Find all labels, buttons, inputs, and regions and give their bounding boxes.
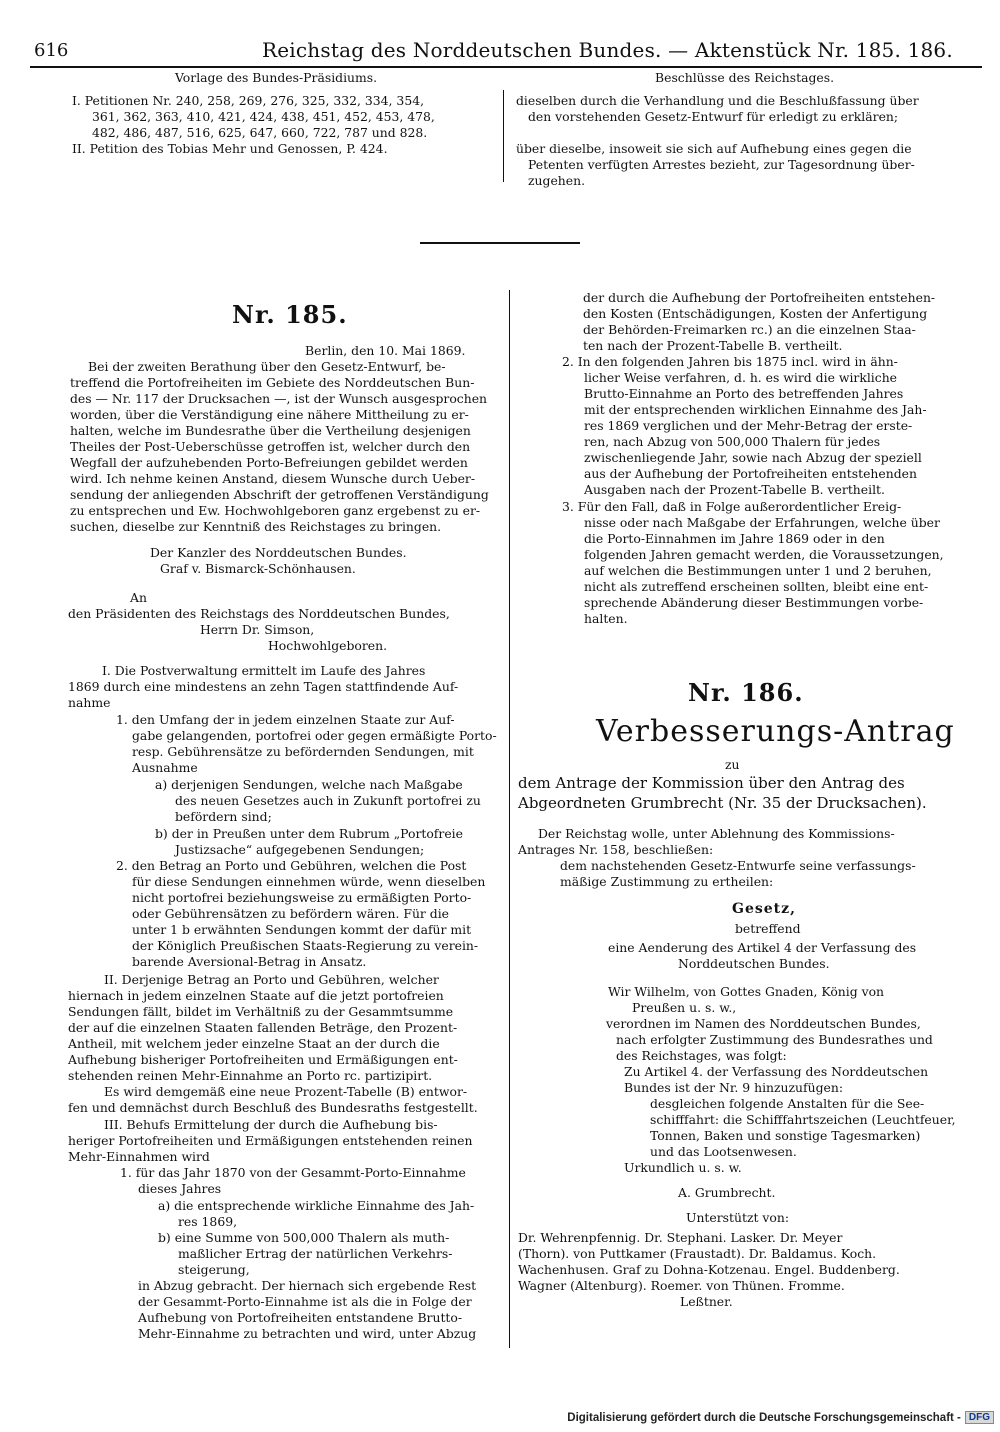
item-line: oder Gebührensätzen zu befördern wären. Für die [132, 906, 450, 921]
item-line: des neuen Gesetzes auch in Zukunft portofrei zu [175, 793, 481, 808]
body-line: zu entsprechen und Ew. Hochwohlgeboren ganz ergebenst zu er- [70, 503, 481, 518]
item-line: Brutto-Einnahme an Porto des betreffenden Jahres [584, 386, 904, 401]
body-line: Bei der zweiten Berathung über den Gesetz-Entwurf, be- [88, 359, 446, 374]
body-line: Theiles der Post-Ueberschüsse getroffen ist, welcher durch den [70, 439, 471, 454]
item-line: mit der entsprechenden wirklichen Einnahme des Jah- [584, 402, 927, 417]
body-line: halten, welche im Bundesrathe über die Vertheilung desjenigen [70, 423, 471, 438]
item-line: licher Weise verfahren, d. h. es wird die wirkliche [584, 370, 898, 385]
section-line: nahme [68, 695, 111, 710]
item-line: resp. Gebührensätze zu befördernden Sendungen, mit [132, 744, 474, 759]
body-line: Wegfall der aufzuhebenden Porto-Befreiungen gebildet werden [70, 455, 468, 470]
body-line: suchen, dieselbe zur Kenntniß des Reichstages zu bringen. [70, 519, 442, 534]
item-line: res 1869 verglichen und der Mehr-Betrag der erste- [584, 418, 913, 433]
law-title-line: eine Aenderung des Artikel 4 der Verfassung des [608, 940, 917, 955]
body-line: worden, über die Verständigung eine nähere Mittheilung zu er- [70, 407, 469, 422]
top-left-row: I. Petitionen Nr. 240, 258, 269, 276, 325, 332, 334, 354, [72, 93, 425, 108]
digitization-footer [567, 1411, 994, 1424]
item-line: nicht portofrei beziehungsweise zu ermäßigten Porto- [132, 890, 472, 905]
nr186-heading: Verbesserungs-Antrag [596, 714, 955, 749]
section-line: hiernach in jedem einzelnen Staate auf die jetzt portofreien [68, 988, 444, 1003]
section-separator [420, 242, 580, 244]
page-number: 616 [34, 40, 69, 61]
top-right-row: den vorstehenden Gesetz-Entwurf für erledigt zu erklären; [528, 109, 899, 124]
section-line: stehenden reinen Mehr-Einnahme an Porto rc. partizipirt. [68, 1068, 433, 1083]
top-left-row: II. Petition des Tobias Mehr und Genossen, P. 424. [72, 141, 388, 156]
law-line: Bundes ist der Nr. 9 hinzuzufügen: [624, 1080, 844, 1095]
item-line: der Gesammt-Porto-Einnahme ist als die in Folge der [138, 1294, 472, 1309]
item-line: 3. Für den Fall, daß in Folge außerordentlicher Ereig- [562, 499, 902, 514]
item-line: Ausnahme [132, 760, 198, 775]
law-title-line: Norddeutschen Bundes. [678, 956, 830, 971]
item-line: Justizsache“ aufgegebenen Sendungen; [175, 842, 425, 857]
nr185-title: Nr. 185. [232, 300, 348, 329]
item-line: 2. In den folgenden Jahren bis 1875 incl. wird in ähn- [562, 354, 898, 369]
nr186-title: Nr. 186. [688, 678, 804, 707]
section-line: Antheil, mit welchem jeder einzelne Staat an der durch die [68, 1036, 440, 1051]
section-line: Aufhebung bisheriger Portofreiheiten und Ermäßigungen ent- [68, 1052, 458, 1067]
address-line: An [130, 590, 147, 605]
section-line: heriger Portofreiheiten und Ermäßigungen entstehenden reinen [68, 1133, 473, 1148]
footer-text: Digitalisierung gefördert durch die Deutsche Forschungsgemeinschaft - [567, 1411, 961, 1424]
item-line: befördern sind; [175, 809, 272, 824]
page-header [30, 38, 990, 68]
law-line: und das Lootsenwesen. [650, 1144, 797, 1159]
header-rule [30, 66, 982, 68]
page-title: Reichstag des Norddeutschen Bundes. — Aktenstück Nr. 185. 186. [262, 38, 953, 62]
item-line: dieses Jahres [138, 1181, 222, 1196]
law-line: Wir Wilhelm, von Gottes Gnaden, König von [608, 984, 885, 999]
item-line: steigerung, [178, 1262, 250, 1277]
subtitle-line: dem Antrage der Kommission über den Antrag des [518, 774, 905, 792]
supporter-line: Dr. Wehrenpfennig. Dr. Stephani. Lasker. Dr. Meyer [518, 1230, 843, 1245]
top-right-heading: Beschlüsse des Reichstages. [655, 70, 835, 85]
body-line: des — Nr. 117 der Drucksachen —, ist der Wunsch ausgesprochen [70, 391, 488, 406]
item-line: folgenden Jahren gemacht werden, die Voraussetzungen, [584, 547, 944, 562]
item-line: der Königlich Preußischen Staats-Regierung zu verein- [132, 938, 479, 953]
body-line: sendung der anliegenden Abschrift der getroffenen Verständigung [70, 487, 489, 502]
intro-line: Der Reichstag wolle, unter Ablehnung des Kommissions- [538, 826, 895, 841]
address-line: den Präsidenten des Reichstags des Norddeutschen Bundes, [68, 606, 450, 621]
item-line: die Porto-Einnahmen im Jahre 1869 oder in den [584, 531, 885, 546]
item-line: nicht als zutreffend erscheinen sollten, bleibt eine ent- [584, 579, 929, 594]
nr186-zu: zu [725, 757, 740, 772]
section-line: Mehr-Einnahmen wird [68, 1149, 210, 1164]
item-line: a) die entsprechende wirkliche Einnahme des Jah- [158, 1198, 475, 1213]
section-line: I. Die Postverwaltung ermittelt im Laufe des Jahres [102, 663, 426, 678]
item-line: Aufhebung von Portofreiheiten entstandene Brutto- [138, 1310, 463, 1325]
item-line: in Abzug gebracht. Der hiernach sich ergebende Rest [138, 1278, 477, 1293]
section-line: fen und demnächst durch Beschluß des Bundesraths festgestellt. [68, 1100, 478, 1115]
item-line: 1. für das Jahr 1870 von der Gesammt-Porto-Einnahme [120, 1165, 466, 1180]
section-line: der auf die einzelnen Staaten fallenden Beträge, den Prozent- [68, 1020, 458, 1035]
top-right-row: über dieselbe, insoweit sie sich auf Aufhebung eines gegen die [516, 141, 912, 156]
law-line: verordnen im Namen des Norddeutschen Bundes, [606, 1016, 921, 1031]
top-left-row: 482, 486, 487, 516, 625, 647, 660, 722, 787 und 828. [92, 125, 428, 140]
item-line: maßlicher Ertrag der natürlichen Verkehrs- [178, 1246, 453, 1261]
betreffend: betreffend [735, 921, 801, 936]
item-line: a) derjenigen Sendungen, welche nach Maßgabe [155, 777, 463, 792]
address-line: Hochwohlgeboren. [268, 638, 388, 653]
item-line: zwischenliegende Jahr, sowie nach Abzug der speziell [584, 450, 922, 465]
intro-line: Antrages Nr. 158, beschließen: [518, 842, 714, 857]
section-line: II. Derjenige Betrag an Porto und Gebühren, welcher [104, 972, 439, 987]
top-left-row: 361, 362, 363, 410, 421, 424, 438, 451, 452, 453, 478, [92, 109, 435, 124]
gesetz-heading: Gesetz, [732, 901, 796, 917]
item-line: unter 1 b erwähnten Sendungen kommt der dafür mit [132, 922, 472, 937]
supporter-line: (Thorn). von Puttkamer (Fraustadt). Dr. Baldamus. Koch. [518, 1246, 877, 1261]
law-line: Urkundlich u. s. w. [624, 1160, 742, 1175]
dfg-logo: DFG [965, 1411, 994, 1424]
item-line: 2. den Betrag an Porto und Gebühren, welchen die Post [116, 858, 467, 873]
item-line: den Kosten (Entschädigungen, Kosten der Anfertigung [583, 306, 928, 321]
item-line: der Behörden-Freimarken rc.) an die einzelnen Staa- [583, 322, 916, 337]
top-left-heading: Vorlage des Bundes-Präsidiums. [175, 70, 378, 85]
law-line: Preußen u. s. w., [632, 1000, 737, 1015]
section-line: Sendungen fällt, bildet im Verhältniß zu der Gesammtsumme [68, 1004, 454, 1019]
nr185-date: Berlin, den 10. Mai 1869. [305, 343, 466, 358]
subtitle-line: Abgeordneten Grumbrecht (Nr. 35 der Drucksachen). [518, 794, 927, 812]
body-line: treffend die Portofreiheiten im Gebiete des Norddeutschen Bun- [70, 375, 475, 390]
law-line: schifffahrt: die Schifffahrtszeichen (Leuchtfeuer, [650, 1112, 956, 1127]
body-line: wird. Ich nehme keinen Anstand, diesem Wunsche durch Ueber- [70, 471, 476, 486]
intro-line: mäßige Zustimmung zu ertheilen: [560, 874, 774, 889]
top-right-row: zugehen. [528, 173, 586, 188]
item-line: auf welchen die Bestimmungen unter 1 und 2 beruhen, [584, 563, 932, 578]
signature-line: Der Kanzler des Norddeutschen Bundes. [150, 545, 407, 560]
item-line: aus der Aufhebung der Portofreiheiten entstehenden [584, 466, 917, 481]
item-line: Ausgaben nach der Prozent-Tabelle B. vertheilt. [584, 482, 885, 497]
law-line: Zu Artikel 4. der Verfassung des Norddeutschen [624, 1064, 929, 1079]
intro-line: dem nachstehenden Gesetz-Entwurfe seine verfassungs- [560, 858, 916, 873]
section-line: Es wird demgemäß eine neue Prozent-Tabelle (B) entwor- [104, 1084, 468, 1099]
supporter-line: Wachenhusen. Graf zu Dohna-Kotzenau. Engel. Buddenberg. [518, 1262, 900, 1277]
supported-by: Unterstützt von: [686, 1210, 790, 1225]
section-line: III. Behufs Ermittelung der durch die Aufhebung bis- [104, 1117, 438, 1132]
top-right-row: dieselben durch die Verhandlung und die Beschlußfassung über [516, 93, 919, 108]
signature-line: Graf v. Bismarck-Schönhausen. [160, 561, 356, 576]
item-line: 1. den Umfang der in jedem einzelnen Staate zur Auf- [116, 712, 455, 727]
top-table-divider [503, 90, 504, 182]
law-line: nach erfolgter Zustimmung des Bundesrathes und [616, 1032, 933, 1047]
top-right-row: Petenten verfügten Arrestes bezieht, zur Tagesordnung über- [528, 157, 915, 172]
item-line: ren, nach Abzug von 500,000 Thalern für jedes [584, 434, 881, 449]
item-line: barende Aversional-Betrag in Ansatz. [132, 954, 367, 969]
law-line: desgleichen folgende Anstalten für die See- [650, 1096, 925, 1111]
section-line: 1869 durch eine mindestens an zehn Tagen stattfindende Auf- [68, 679, 459, 694]
law-line: des Reichstages, was folgt: [616, 1048, 787, 1063]
supporter-line: Leßtner. [680, 1294, 733, 1309]
item-line: Mehr-Einnahme zu betrachten und wird, unter Abzug [138, 1326, 477, 1341]
author: A. Grumbrecht. [678, 1185, 776, 1200]
item-line: b) der in Preußen unter dem Rubrum „Portofreie [155, 826, 463, 841]
item-line: sprechende Abänderung dieser Bestimmungen vorbe- [584, 595, 924, 610]
law-line: Tonnen, Baken und sonstige Tagesmarken) [650, 1128, 921, 1143]
item-line: nisse oder nach Maßgabe der Erfahrungen, welche über [584, 515, 940, 530]
item-line: für diese Sendungen einnehmen würde, wenn dieselben [132, 874, 486, 889]
supporter-line: Wagner (Altenburg). Roemer. von Thünen. Fromme. [518, 1278, 845, 1293]
column-divider [509, 290, 510, 1348]
item-line: ten nach der Prozent-Tabelle B. vertheilt. [583, 338, 843, 353]
item-line: halten. [584, 611, 628, 626]
item-line: der durch die Aufhebung der Portofreiheiten entstehen- [583, 290, 936, 305]
item-line: b) eine Summe von 500,000 Thalern als muth- [158, 1230, 450, 1245]
item-line: gabe gelangenden, portofrei oder gegen ermäßigte Porto- [132, 728, 497, 743]
item-line: res 1869, [178, 1214, 238, 1229]
address-line: Herrn Dr. Simson, [200, 622, 315, 637]
